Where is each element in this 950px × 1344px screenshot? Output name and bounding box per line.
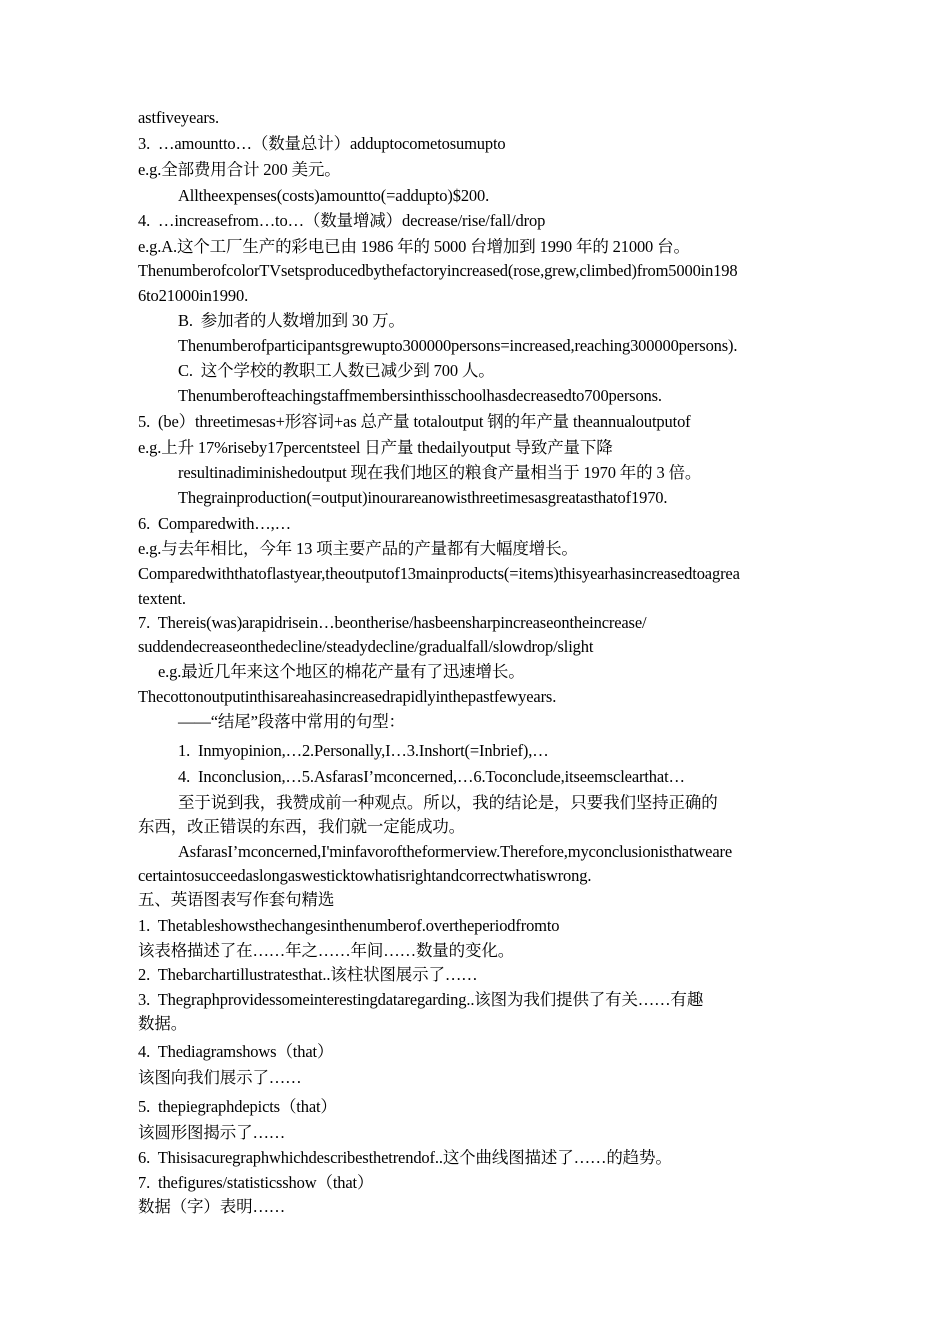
text-line: 5. (be）threetimesas+形容词+as 总产量 totaloutput 钢的年产量 theannualoutputof [138,412,691,431]
text-line: 2. Thebarchartillustratesthat..该柱状图展示了…… [138,965,478,984]
text-line: 3. …amountto…（数量总计）adduptocometosumupto [138,134,506,153]
text-line: Thegrainproduction(=output)inourareanowisthreetimesasgreatasthatof1970. [178,488,668,507]
text-line: 6. Comparedwith…,… [138,514,291,533]
text-line: 1. Inmyopinion,…2.Personally,I…3.Inshort(=Inbrief),… [178,741,549,760]
text-line: 6to21000in1990. [138,286,249,305]
text-line: C. 这个学校的教职工人数已减少到 700 人。 [178,361,495,380]
text-line: textent. [138,589,186,608]
text-line: 1. Thetableshowsthechangesinthenumberof.overtheperiodfromto [138,916,560,935]
text-line: AsfarasI’mconcerned,I'minfavoroftheformerview.Therefore,myconclusionisthatweare [178,842,733,861]
text-line: 该圆形图揭示了…… [138,1123,286,1142]
text-line: ThenumberofcolorTVsetsproducedbythefactoryincreased(rose,grew,climbed)from5000in198 [138,261,738,280]
text-line: 4. Thediagramshows（that） [138,1042,334,1061]
text-line: Thenumberofparticipantsgrewupto300000persons=increased,reaching300000persons). [178,336,738,355]
text-line: e.g.全部费用合计 200 美元。 [138,160,341,179]
text-line: 数据。 [138,1014,188,1033]
text-line: 3. Thegraphprovidessomeinterestingdataregarding..该图为我们提供了有关……有趣 [138,990,704,1009]
text-line: 7. Thereis(was)arapidrisein…beontherise/hasbeensharpincreaseontheincrease/ [138,613,647,632]
text-line: Comparedwiththatoflastyear,theoutputof13mainproducts(=items)thisyearhasincreasedtoagrea [138,564,740,583]
text-line: suddendecreaseonthedecline/steadydecline/gradualfall/slowdrop/slight [138,637,594,656]
text-line: e.g.A.这个工厂生产的彩电已由 1986 年的 5000 台增加到 1990 年的 21000 台。 [138,237,690,256]
text-line: 7. thefigures/statisticsshow（that） [138,1173,374,1192]
text-line: 6. Thisisacuregraphwhichdescribesthetrendof..这个曲线图描述了……的趋势。 [138,1148,672,1167]
text-line: 五、英语图表写作套句精选 [138,890,335,909]
text-line: B. 参加者的人数增加到 30 万。 [178,311,405,330]
text-line: 数据（字）表明…… [138,1197,286,1216]
text-line: Thecottonoutputinthisareahasincreasedrapidlyinthepastfewyears. [138,687,557,706]
text-line: 5. thepiegraphdepicts（that） [138,1097,337,1116]
text-line: Thenumberofteachingstaffmembersinthisschoolhasdecreasedto700persons. [178,386,662,405]
text-line: astfiveyears. [138,108,219,127]
text-line: 4. Inconclusion,…5.AsfarasI’mconcerned,…6.Toconclude,itseemsclearthat… [178,767,685,786]
text-line: 4. …increasefrom…to…（数量增减）decrease/rise/fall/drop [138,211,546,230]
text-line: ——“结尾”段落中常用的句型： [178,712,405,731]
text-line: certaintosucceedaslongaswesticktowhatisrightandcorrectwhatiswrong. [138,866,592,885]
text-line: 至于说到我，我赞成前一种观点。所以，我的结论是，只要我们坚持正确的 [178,793,718,812]
text-line: 该图向我们展示了…… [138,1068,302,1087]
text-line: e.g.与去年相比，今年 13 项主要产品的产量都有大幅度增长。 [138,539,578,558]
text-line: e.g.上升 17%riseby17percentsteel 日产量 thedailyoutput 导致产量下降 [138,438,613,457]
text-line: Alltheexpenses(costs)amountto(=addupto)$200. [178,186,490,205]
text-line: 该表格描述了在……年之……年间……数量的变化。 [138,941,515,960]
text-line: e.g.最近几年来这个地区的棉花产量有了迅速增长。 [158,662,525,681]
text-line: resultinadiminishedoutput 现在我们地区的粮食产量相当于 1970 年的 3 倍。 [178,463,702,482]
text-line: 东西，改正错误的东西，我们就一定能成功。 [138,817,466,836]
